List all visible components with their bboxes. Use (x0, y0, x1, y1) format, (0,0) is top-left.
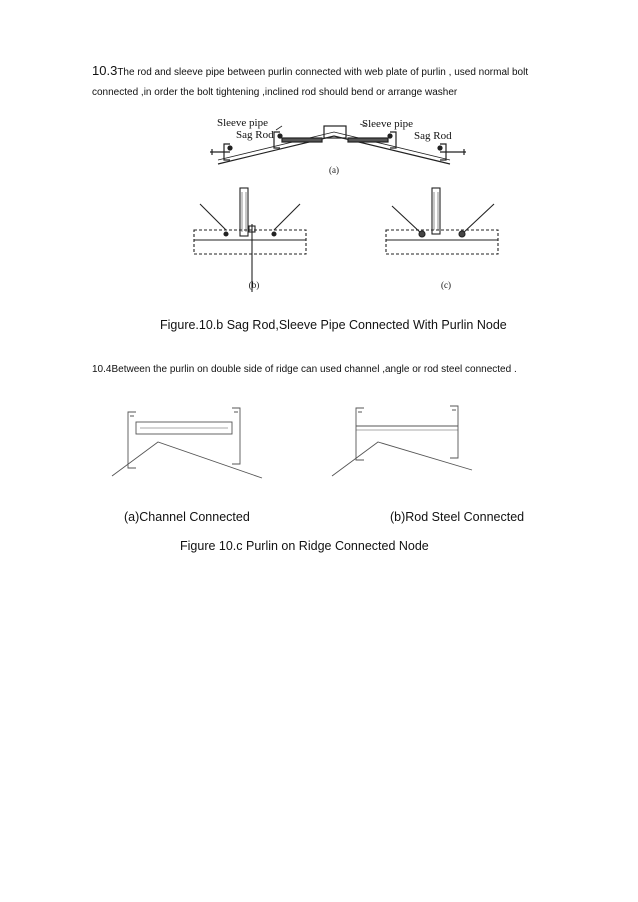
label-sag-rod-left: Sag Rod (236, 129, 274, 141)
label-sleeve-pipe-right: Sleeve pipe (362, 118, 414, 130)
section-number: 10.3 (92, 63, 118, 78)
label-sleeve-pipe-left: Sleeve pipe (216, 117, 268, 129)
figure-10b-diagram-b (190, 188, 316, 292)
figure-10c-diagram-b (332, 402, 482, 478)
figure-10b-caption: Figure.10.b Sag Rod,Sleeve Pipe Connected With Purlin Node (160, 318, 507, 332)
label-sub-b: (b) (248, 280, 260, 290)
figure-10b-diagram-a (210, 112, 480, 182)
label-sub-a: (a) (329, 165, 339, 175)
paragraph-10-3 (92, 61, 562, 103)
figure-10c-diagram-a (112, 402, 272, 478)
figure-10b-diagram-c (382, 188, 508, 292)
label-sub-c: (c) (441, 280, 451, 290)
paragraph-10-3-text: The rod and sleeve pipe between purlin connected with web plate of purlin , used normal bolt connected ,in order the bolt tightening ,inclined rod should bend or arrange washer (92, 67, 529, 98)
figure-10c-sub-a: (a)Channel Connected (124, 510, 250, 524)
figure-10c-sub-b: (b)Rod Steel Connected (390, 510, 525, 524)
label-sag-rod-right: Sag Rod (414, 130, 452, 142)
paragraph-10-4: 10.4Between the purlin on double side of ridge can used channel ,angle or rod steel connected . (92, 364, 517, 375)
figure-10c-caption: Figure 10.c Purlin on Ridge Connected Node (180, 539, 429, 553)
